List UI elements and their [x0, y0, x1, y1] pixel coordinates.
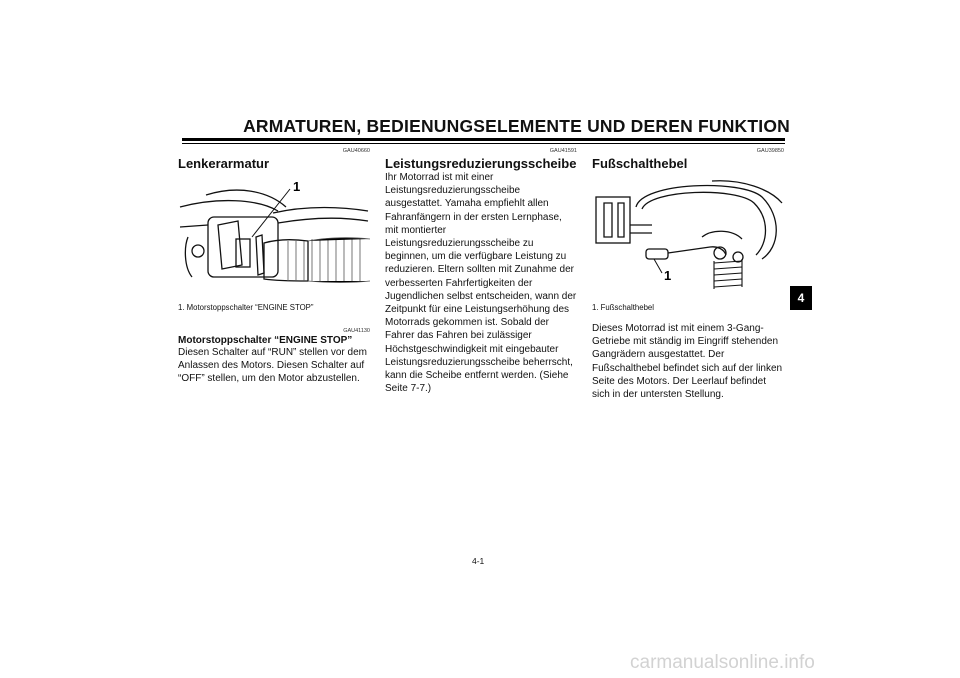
- header-rule-thin: [182, 143, 785, 144]
- body-text: Ihr Motorrad ist mit einer Leistungsreduzierungsscheibe ausgestattet. Yamaha empfiehlt allen Fahranfängern in der ersten Lernphase, mit montierter Leistungsreduzierungsscheibe zu beginnen, um die verfügbare Leistung zu reduzieren. Eltern sollten mit Zunahme der verbesserten Fahrfertigkeiten der Jugendlichen selbst entscheiden, wann der Zeitpunkt für eine Leistungserhöhung des Motorrads gekommen ist. Sobald der Fahrer das Fahren bei zulässiger Höchstgeschwindigkeit mit eingebauter Leistungsreduzierungsscheibe beherrscht, kann die Scheibe entfernt werden. (Siehe Seite 7-7.): [385, 172, 577, 395]
- section-heading: Leistungsreduzierungsscheibe: [385, 156, 577, 171]
- figure-caption: 1. Motorstoppschalter “ENGINE STOP”: [178, 303, 314, 312]
- callout-number: 1: [664, 268, 672, 283]
- left-column: [178, 148, 370, 386]
- right-column: [592, 148, 784, 401]
- callout-number: 1: [293, 179, 301, 194]
- body-text: Diesen Schalter auf “RUN” stellen vor dem Anlassen des Motors. Diesen Schalter auf “OFF” stellen, um den Motor abzustellen.: [178, 347, 367, 385]
- page-number: 4-1: [472, 556, 485, 566]
- subsection-heading: Motorstoppschalter “ENGINE STOP”: [178, 335, 353, 346]
- section-code: GAU40660: [342, 148, 370, 154]
- section-code: GAU39850: [756, 148, 784, 154]
- section-heading: Lenkerarmatur: [178, 156, 270, 171]
- middle-column: [385, 148, 577, 395]
- page-header: ARMATUREN, BEDIENUNGSELEMENTE UND DEREN FUNKTION: [243, 116, 790, 136]
- body-text: Dieses Motorrad ist mit einem 3-Gang-Getriebe mit ständig im Eingriff stehenden Gangrädern ausgestattet. Der Fußschalthebel befindet sich auf der linken Seite des Motors. Der Leerlauf befindet sich in der untersten Stellung.: [592, 323, 783, 401]
- section-code: GAU41591: [549, 148, 577, 154]
- section-heading: Fußschalthebel: [592, 156, 688, 171]
- figure-caption: 1. Fußschalthebel: [592, 303, 654, 312]
- header-rule: [182, 138, 785, 141]
- section-code: GAU41130: [343, 328, 370, 334]
- chapter-tab: 4: [790, 286, 812, 310]
- watermark: carmanualsonline.info: [630, 652, 815, 673]
- handlebar-switch-illustration: [178, 177, 370, 295]
- shift-pedal-illustration: [592, 177, 784, 295]
